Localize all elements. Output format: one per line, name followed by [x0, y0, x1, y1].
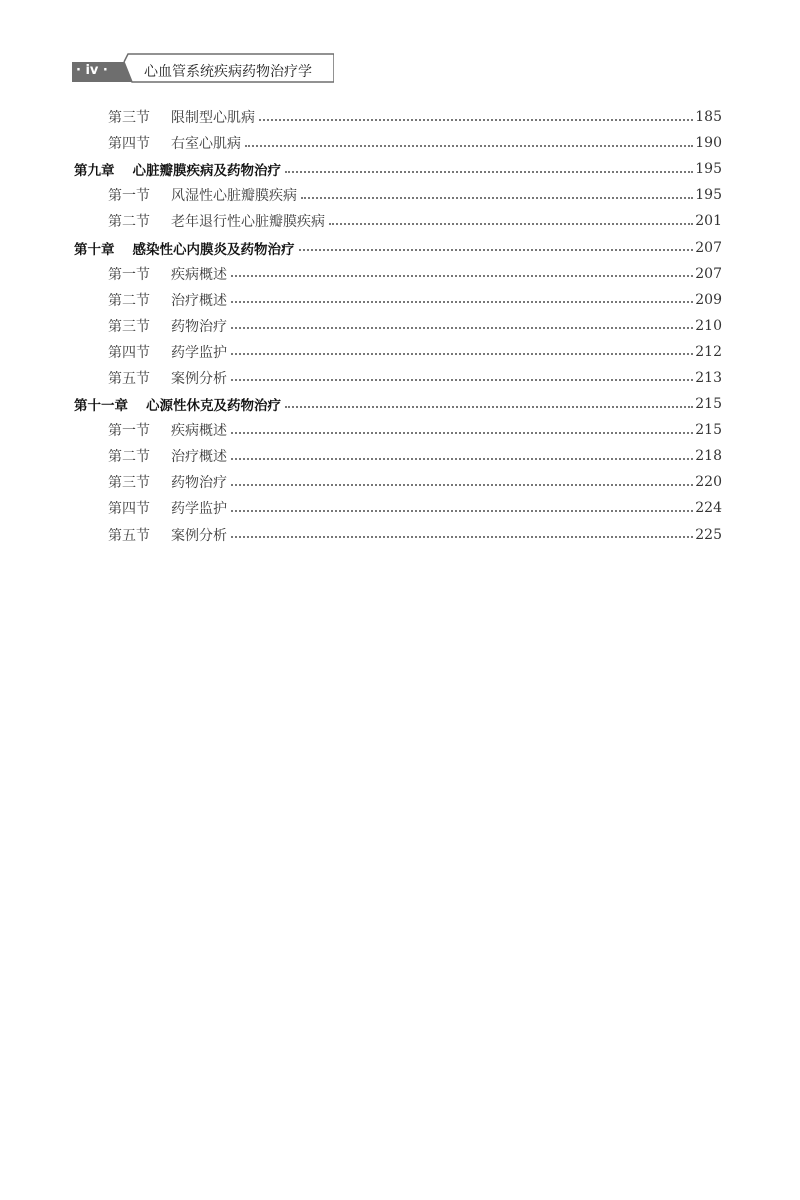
toc-entry-number: 第五节: [108, 370, 150, 387]
dot-leader: [285, 405, 693, 408]
toc-entry-number: 第四节: [108, 344, 150, 361]
toc-chapter-entry[interactable]: [74, 156, 722, 182]
toc-section-entry[interactable]: [74, 182, 722, 208]
toc-entry-title: 治疗概述: [171, 449, 227, 466]
page-number-label: · iv ·: [76, 63, 108, 78]
toc-entry-title: 疾病概述: [171, 423, 227, 440]
toc-entry-number: 第三节: [108, 475, 150, 492]
dot-leader: [231, 300, 693, 303]
toc-entry-title: 感染性心内膜炎及药物治疗: [132, 241, 295, 258]
book-title: 心血管系统疾病药物治疗学: [144, 64, 312, 80]
dot-leader: [231, 457, 693, 460]
dot-leader: [231, 483, 693, 486]
toc-entry-number: 第二节: [108, 449, 150, 466]
dot-leader: [231, 431, 693, 434]
dot-leader: [231, 535, 693, 538]
toc-entry-number: 第四节: [108, 501, 150, 518]
toc-section-entry[interactable]: [74, 339, 722, 365]
toc-section-entry[interactable]: [74, 208, 722, 234]
toc-entry-number: 第五节: [108, 527, 150, 544]
toc-entry-title: 风湿性心脏瓣膜疾病: [171, 188, 297, 205]
toc-entry-page: 215: [695, 396, 722, 413]
toc-entry-title: 药学监护: [171, 501, 227, 518]
toc-entry-title: 案例分析: [171, 370, 227, 387]
running-header: [72, 52, 334, 88]
toc-section-entry[interactable]: [74, 261, 722, 287]
toc-entry-page: 185: [695, 109, 722, 126]
toc-entry-title: 治疗概述: [171, 292, 227, 309]
toc-entry-page: 201: [695, 213, 722, 230]
toc-section-entry[interactable]: [74, 495, 722, 521]
toc-entry-number: 第一节: [108, 423, 150, 440]
toc-entry-page: 218: [695, 448, 722, 465]
toc-entry-title: 药物治疗: [171, 475, 227, 492]
toc-entry-number: 第一节: [108, 188, 150, 205]
dot-leader: [301, 196, 693, 199]
toc-entry-number: 第三节: [108, 318, 150, 335]
toc-entry-title: 药学监护: [171, 344, 227, 361]
toc-section-entry[interactable]: [74, 287, 722, 313]
toc-entry-number: 第四节: [108, 136, 150, 153]
toc-entry-title: 案例分析: [171, 527, 227, 544]
dot-leader: [231, 378, 693, 381]
toc-entry-page: 210: [695, 317, 722, 334]
toc-entry-page: 190: [695, 135, 722, 152]
toc-section-entry[interactable]: [74, 104, 722, 130]
toc-entry-title: 药物治疗: [171, 318, 227, 335]
toc-entry-title: 疾病概述: [171, 266, 227, 283]
dot-leader: [231, 274, 693, 277]
dot-leader: [231, 509, 693, 512]
toc-entry-title: 限制型心肌病: [171, 110, 255, 127]
toc-section-entry[interactable]: [74, 130, 722, 156]
toc-entry-page: 224: [695, 500, 722, 517]
dot-leader: [329, 222, 693, 225]
toc-entry-page: 220: [695, 474, 722, 491]
dot-leader: [231, 352, 693, 355]
toc-section-entry[interactable]: [74, 313, 722, 339]
toc-entry-number: 第十一章: [74, 398, 128, 415]
dot-leader: [285, 170, 693, 173]
toc-chapter-entry[interactable]: [74, 234, 722, 260]
toc-entry-page: 215: [695, 422, 722, 439]
toc-entry-number: 第二节: [108, 292, 150, 309]
toc-section-entry[interactable]: [74, 365, 722, 391]
toc-section-entry[interactable]: [74, 469, 722, 495]
toc-section-entry[interactable]: [74, 522, 722, 548]
toc-section-entry[interactable]: [74, 443, 722, 469]
toc-entry-number: 第一节: [108, 266, 150, 283]
toc-entry-page: 225: [695, 526, 722, 543]
toc-entry-number: 第九章: [74, 163, 115, 180]
dot-leader: [259, 118, 693, 121]
toc-entry-page: 209: [695, 291, 722, 308]
toc-entry-page: 207: [695, 239, 722, 256]
toc-entry-title: 右室心肌病: [171, 136, 241, 153]
dot-leader: [299, 248, 694, 251]
toc-entry-number: 第二节: [108, 214, 150, 231]
toc-entry-title: 心源性休克及药物治疗: [146, 398, 281, 415]
toc-entry-title: 老年退行性心脏瓣膜疾病: [171, 214, 325, 231]
toc-entry-number: 第三节: [108, 110, 150, 127]
toc-entry-title: 心脏瓣膜疾病及药物治疗: [132, 163, 281, 180]
table-of-contents: [74, 104, 722, 548]
toc-entry-page: 212: [695, 343, 722, 360]
dot-leader: [245, 144, 693, 147]
toc-entry-page: 195: [695, 161, 722, 178]
toc-entry-page: 195: [695, 187, 722, 204]
toc-entry-number: 第十章: [74, 241, 115, 258]
toc-entry-page: 213: [695, 369, 722, 386]
toc-chapter-entry[interactable]: [74, 391, 722, 417]
toc-section-entry[interactable]: [74, 417, 722, 443]
dot-leader: [231, 326, 693, 329]
toc-entry-page: 207: [695, 265, 722, 282]
